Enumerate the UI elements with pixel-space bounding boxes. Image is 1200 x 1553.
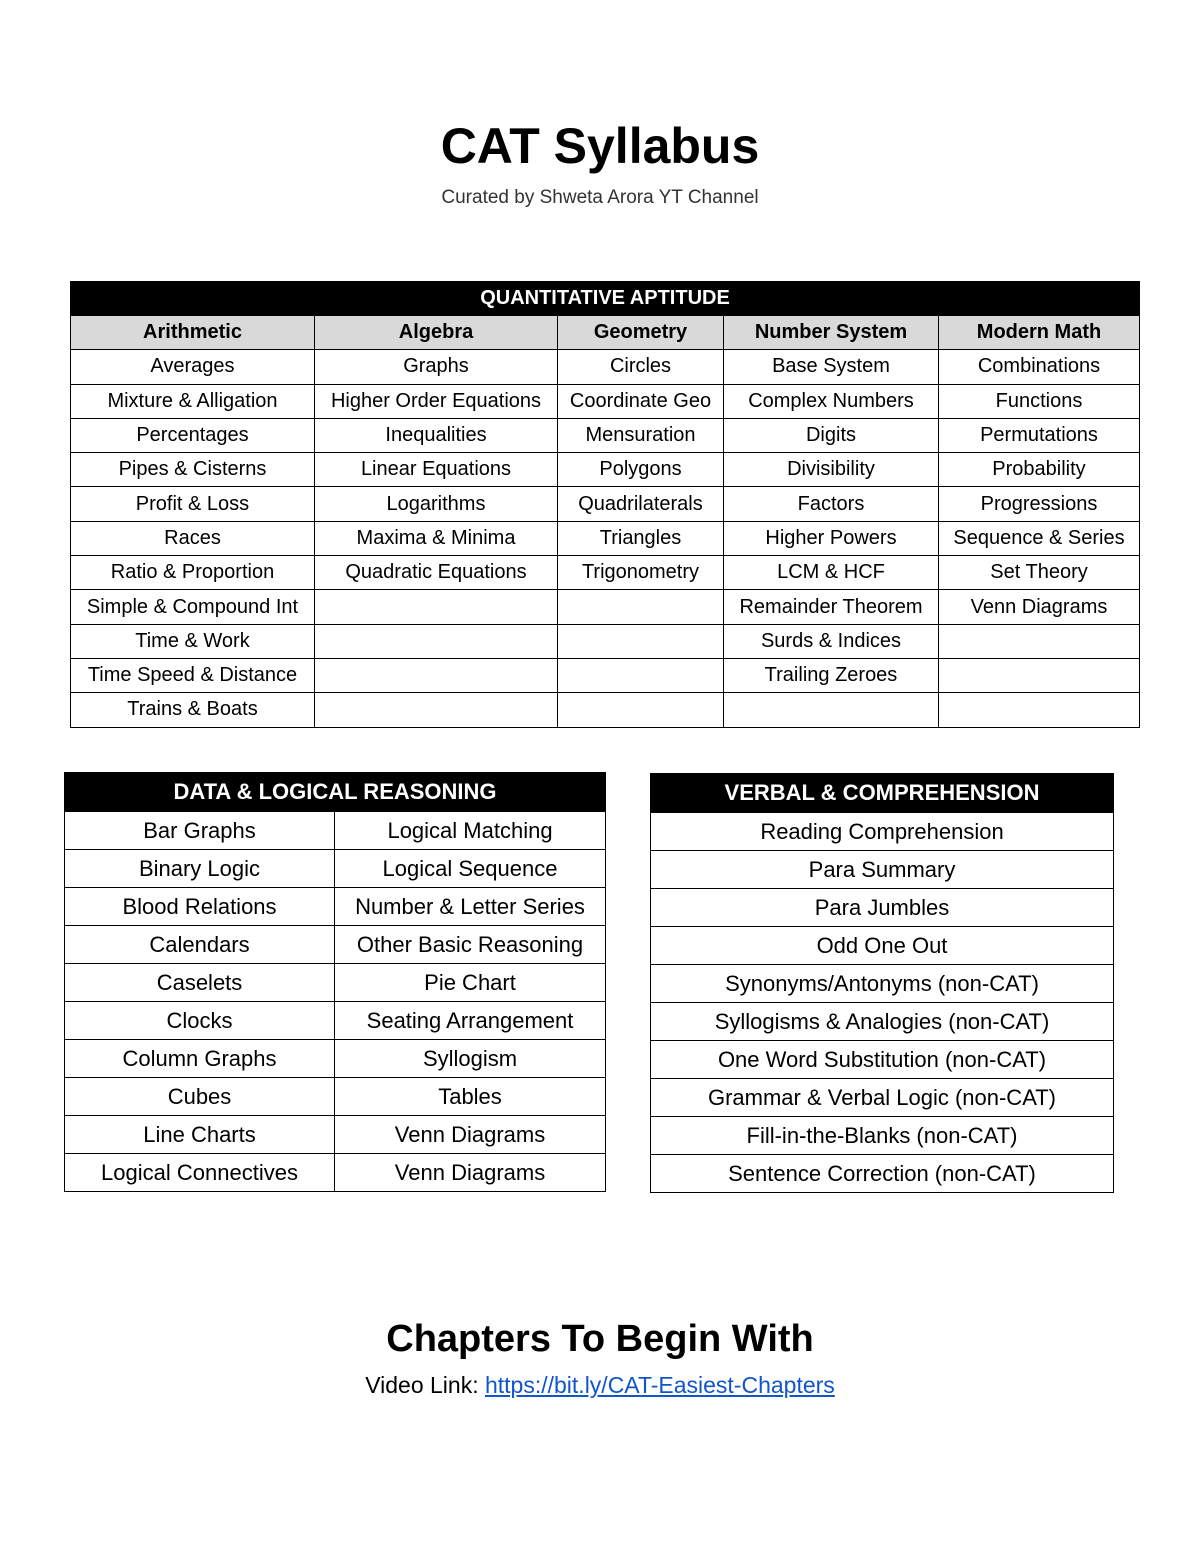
table-cell: Pipes & Cisterns xyxy=(71,453,315,487)
table-cell: Permutations xyxy=(939,418,1140,452)
table-cell: Trains & Boats xyxy=(71,693,315,727)
table-cell: One Word Substitution (non-CAT) xyxy=(651,1041,1114,1079)
verbal-table xyxy=(650,773,1114,1193)
table-row xyxy=(65,812,606,850)
table-row xyxy=(65,1078,606,1116)
table-cell: Sentence Correction (non-CAT) xyxy=(651,1155,1114,1193)
table-row xyxy=(65,850,606,888)
table-row xyxy=(651,1003,1114,1041)
table-cell: Circles xyxy=(558,350,724,384)
table-cell: Cubes xyxy=(65,1078,335,1116)
table-cell: Races xyxy=(71,521,315,555)
table-cell: Time & Work xyxy=(71,624,315,658)
table-cell: Synonyms/Antonyms (non-CAT) xyxy=(651,965,1114,1003)
table-cell: Mensuration xyxy=(558,418,724,452)
verbal-section-title: VERBAL & COMPREHENSION xyxy=(651,774,1114,813)
table-cell: Divisibility xyxy=(724,453,939,487)
page-title: CAT Syllabus xyxy=(440,118,760,174)
quant-table xyxy=(70,281,1140,728)
page-subtitle: Curated by Shweta Arora YT Channel xyxy=(441,187,759,208)
table-row xyxy=(71,556,1140,590)
table-cell xyxy=(558,658,724,692)
table-cell: Logical Matching xyxy=(335,812,606,850)
table-cell: Complex Numbers xyxy=(724,384,939,418)
chapters-title: Chapters To Begin With xyxy=(386,1318,814,1360)
table-cell: Higher Order Equations xyxy=(315,384,558,418)
table-cell: Higher Powers xyxy=(724,521,939,555)
table-cell: Venn Diagrams xyxy=(939,590,1140,624)
table-cell xyxy=(558,693,724,727)
table-cell: Number & Letter Series xyxy=(335,888,606,926)
table-cell: Column Graphs xyxy=(65,1040,335,1078)
table-cell: Para Jumbles xyxy=(651,889,1114,927)
table-cell: Functions xyxy=(939,384,1140,418)
table-row xyxy=(651,889,1114,927)
table-cell: Graphs xyxy=(315,350,558,384)
table-cell: Trailing Zeroes xyxy=(724,658,939,692)
table-row xyxy=(65,1116,606,1154)
quant-column-header: Modern Math xyxy=(939,316,1140,350)
table-cell xyxy=(939,693,1140,727)
table-cell: Syllogisms & Analogies (non-CAT) xyxy=(651,1003,1114,1041)
table-row xyxy=(65,1154,606,1192)
table-row xyxy=(651,813,1114,851)
video-link-label: Video Link: xyxy=(365,1372,479,1398)
table-cell: Combinations xyxy=(939,350,1140,384)
table-row xyxy=(71,624,1140,658)
table-cell: Bar Graphs xyxy=(65,812,335,850)
table-cell: Triangles xyxy=(558,521,724,555)
table-row xyxy=(71,384,1140,418)
table-row xyxy=(651,1079,1114,1117)
table-row xyxy=(65,1040,606,1078)
dlr-section-title: DATA & LOGICAL REASONING xyxy=(65,773,606,812)
table-row xyxy=(71,453,1140,487)
table-cell: Trigonometry xyxy=(558,556,724,590)
video-link[interactable]: https://bit.ly/CAT-Easiest-Chapters xyxy=(484,1372,835,1398)
dlr-table xyxy=(64,772,606,1192)
table-cell xyxy=(315,658,558,692)
table-cell: Mixture & Alligation xyxy=(71,384,315,418)
table-cell: Venn Diagrams xyxy=(335,1116,606,1154)
table-row xyxy=(651,965,1114,1003)
table-cell: Reading Comprehension xyxy=(651,813,1114,851)
table-cell: Linear Equations xyxy=(315,453,558,487)
table-cell: Logical Connectives xyxy=(65,1154,335,1192)
table-cell: Base System xyxy=(724,350,939,384)
table-cell xyxy=(724,693,939,727)
table-cell: Pie Chart xyxy=(335,964,606,1002)
table-cell: Set Theory xyxy=(939,556,1140,590)
table-row xyxy=(71,658,1140,692)
table-cell xyxy=(558,590,724,624)
quant-column-header: Arithmetic xyxy=(71,316,315,350)
table-row xyxy=(71,350,1140,384)
table-cell: Factors xyxy=(724,487,939,521)
table-cell: Polygons xyxy=(558,453,724,487)
table-row xyxy=(71,693,1140,727)
table-row xyxy=(65,1002,606,1040)
table-row xyxy=(651,851,1114,889)
table-row xyxy=(65,964,606,1002)
quant-column-header: Algebra xyxy=(315,316,558,350)
table-cell: Coordinate Geo xyxy=(558,384,724,418)
table-cell: Remainder Theorem xyxy=(724,590,939,624)
table-cell: Probability xyxy=(939,453,1140,487)
table-cell xyxy=(315,590,558,624)
table-cell: Simple & Compound Int xyxy=(71,590,315,624)
table-cell: Line Charts xyxy=(65,1116,335,1154)
table-row xyxy=(71,590,1140,624)
table-cell xyxy=(315,693,558,727)
table-row xyxy=(65,888,606,926)
table-cell: Calendars xyxy=(65,926,335,964)
table-cell: Quadratic Equations xyxy=(315,556,558,590)
table-row xyxy=(71,418,1140,452)
table-cell: Averages xyxy=(71,350,315,384)
table-row xyxy=(651,927,1114,965)
quant-column-header: Geometry xyxy=(558,316,724,350)
table-cell: Venn Diagrams xyxy=(335,1154,606,1192)
table-row xyxy=(651,1041,1114,1079)
table-cell: Grammar & Verbal Logic (non-CAT) xyxy=(651,1079,1114,1117)
table-cell: Time Speed & Distance xyxy=(71,658,315,692)
table-cell: Seating Arrangement xyxy=(335,1002,606,1040)
table-cell xyxy=(315,624,558,658)
table-cell: Quadrilaterals xyxy=(558,487,724,521)
quant-section-title: QUANTITATIVE APTITUDE xyxy=(71,282,1140,316)
table-cell: Logical Sequence xyxy=(335,850,606,888)
table-cell: Binary Logic xyxy=(65,850,335,888)
table-cell: Odd One Out xyxy=(651,927,1114,965)
table-cell: Maxima & Minima xyxy=(315,521,558,555)
table-cell: Para Summary xyxy=(651,851,1114,889)
table-cell: Inequalities xyxy=(315,418,558,452)
table-cell: Clocks xyxy=(65,1002,335,1040)
table-cell xyxy=(558,624,724,658)
table-cell: Fill-in-the-Blanks (non-CAT) xyxy=(651,1117,1114,1155)
table-cell: LCM & HCF xyxy=(724,556,939,590)
table-cell xyxy=(939,658,1140,692)
table-row xyxy=(651,1155,1114,1193)
table-row xyxy=(651,1117,1114,1155)
table-cell: Syllogism xyxy=(335,1040,606,1078)
table-cell: Digits xyxy=(724,418,939,452)
table-cell: Tables xyxy=(335,1078,606,1116)
table-cell: Caselets xyxy=(65,964,335,1002)
table-row xyxy=(71,487,1140,521)
video-link-line xyxy=(0,1370,1200,1400)
table-cell: Percentages xyxy=(71,418,315,452)
table-row xyxy=(65,926,606,964)
table-cell: Logarithms xyxy=(315,487,558,521)
table-cell: Sequence & Series xyxy=(939,521,1140,555)
table-cell xyxy=(939,624,1140,658)
table-cell: Progressions xyxy=(939,487,1140,521)
table-cell: Ratio & Proportion xyxy=(71,556,315,590)
table-row xyxy=(71,521,1140,555)
table-cell: Blood Relations xyxy=(65,888,335,926)
table-cell: Profit & Loss xyxy=(71,487,315,521)
table-cell: Surds & Indices xyxy=(724,624,939,658)
quant-column-header: Number System xyxy=(724,316,939,350)
table-cell: Other Basic Reasoning xyxy=(335,926,606,964)
